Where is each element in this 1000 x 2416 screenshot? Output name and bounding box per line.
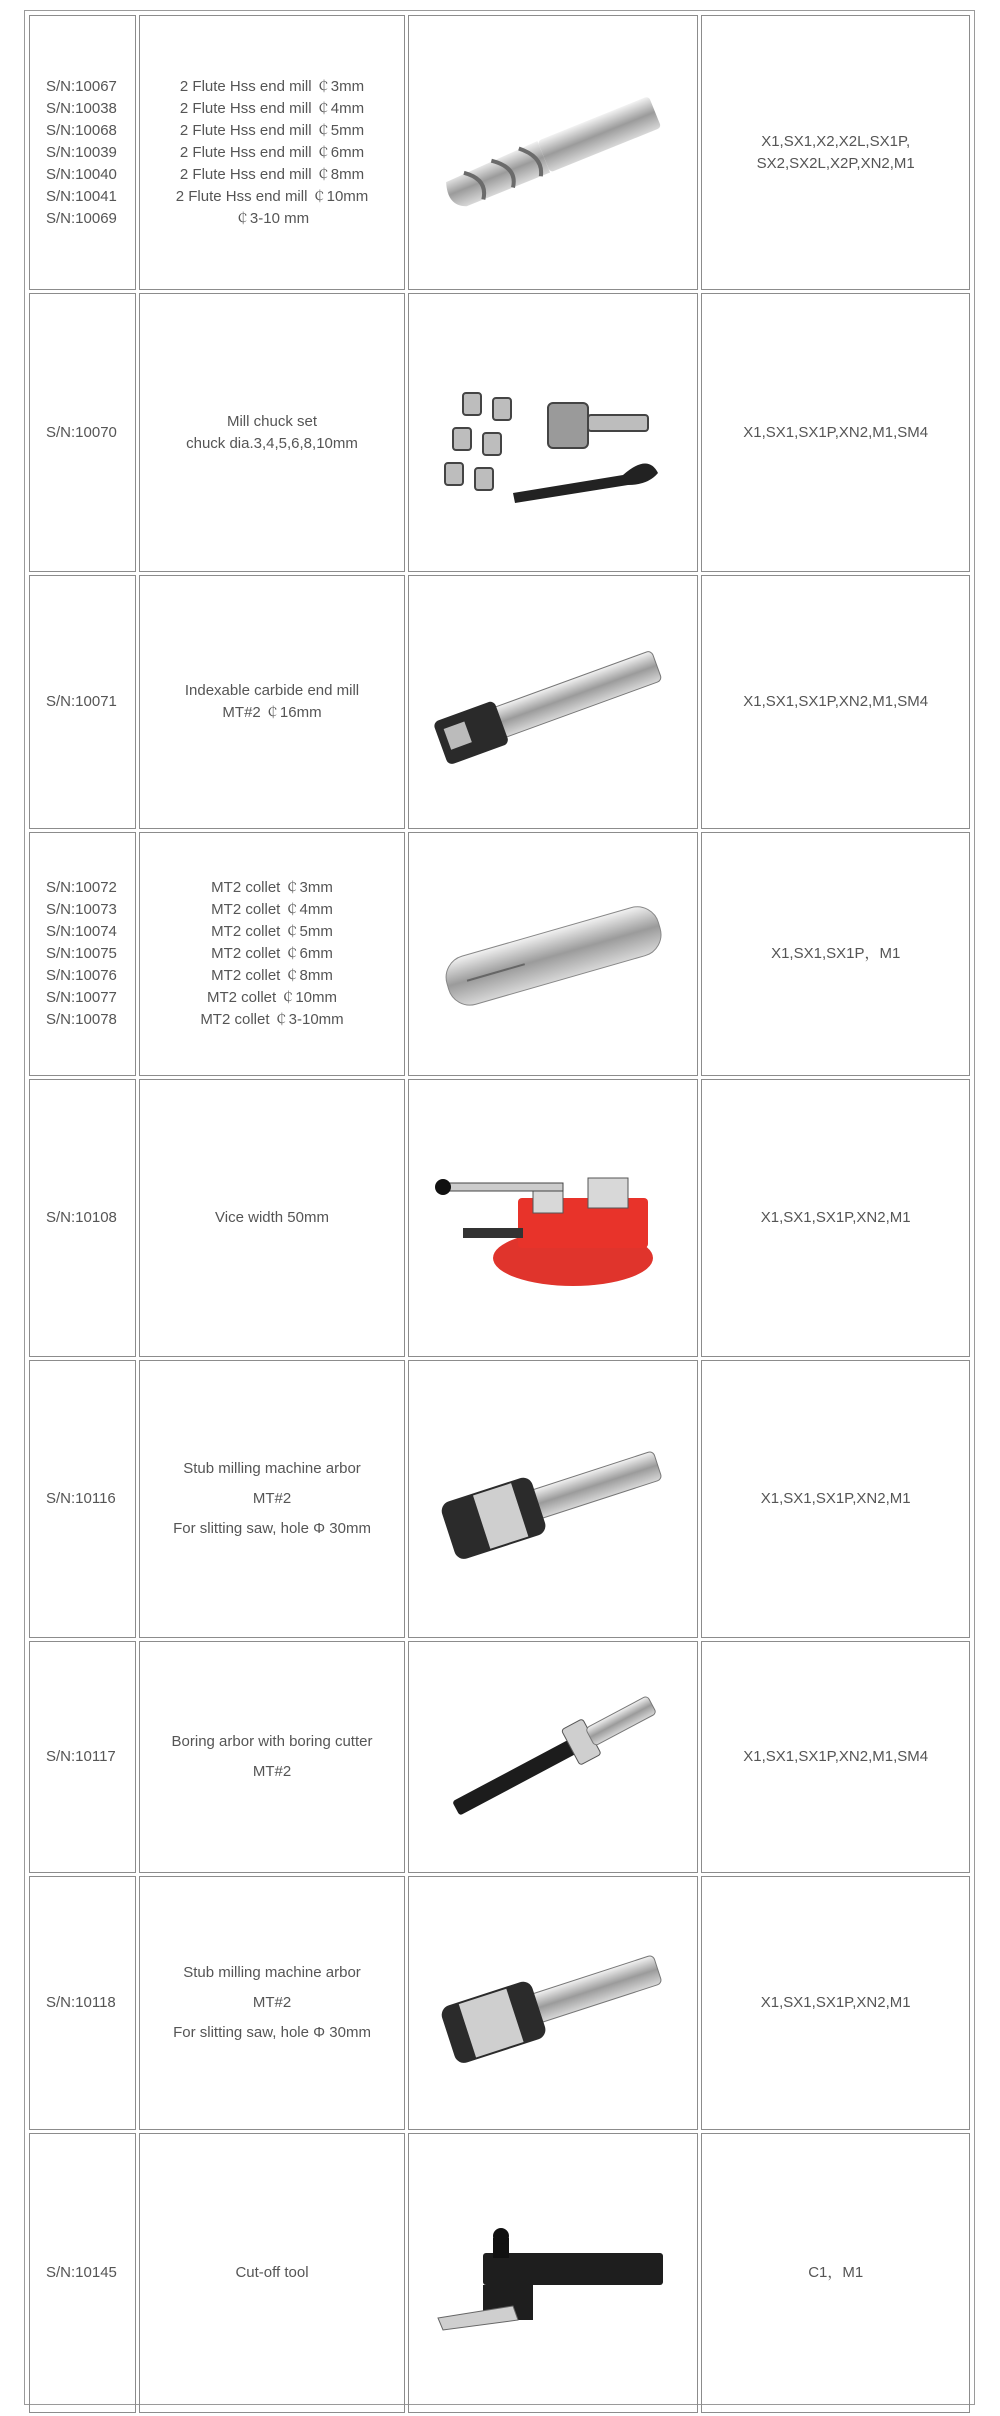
compatible-models: X1,SX1,SX1P，M1 (771, 945, 901, 962)
compatibility-cell (701, 1360, 970, 1638)
compatibility-cell (701, 1641, 970, 1873)
description-line: 2 Flute Hss end mill ￠10mm (175, 187, 369, 205)
description-cell (139, 1079, 405, 1357)
compatible-models: X1,SX1,SX1P,XN2,M1,SM4 (743, 693, 929, 710)
description-line: 2 Flute Hss end mill ￠4mm (179, 99, 365, 117)
description-line: For slitting saw, hole Φ 30mm (173, 1520, 371, 1537)
serial-number: S/N:10073 (46, 901, 117, 918)
compatibility-cell (701, 832, 970, 1076)
compatible-models: X1,SX1,X2,X2L,SX1P, (761, 132, 911, 150)
serial-cell (29, 1641, 136, 1873)
description-cell (139, 15, 405, 290)
compatibility-cell (701, 2133, 970, 2413)
serial-number: S/N:10040 (46, 165, 117, 183)
collet-icon (423, 889, 683, 1019)
table-row (29, 1360, 970, 1638)
description-line: MT2 collet ￠6mm (211, 945, 333, 962)
serial-number: S/N:10072 (46, 879, 117, 896)
description-line: 2 Flute Hss end mill ￠6mm (179, 143, 365, 161)
image-cell (408, 1360, 699, 1638)
serial-cell (29, 575, 136, 829)
compatible-models: X1,SX1,SX1P,XN2,M1,SM4 (743, 423, 929, 441)
table-row (29, 1876, 970, 2130)
description-line: MT2 collet ￠4mm (211, 901, 333, 918)
cut-off-tool-icon (423, 2198, 683, 2348)
description-line: Stub milling machine arbor (183, 1460, 361, 1477)
serial-number: S/N:10078 (46, 1011, 117, 1028)
serial-number: S/N:10077 (46, 989, 117, 1006)
description-cell (139, 1360, 405, 1638)
serial-cell (29, 1079, 136, 1357)
table-row (29, 575, 970, 829)
table-row (29, 2133, 970, 2413)
description-line: ￠3-10 mm (234, 209, 310, 227)
description-line: Boring arbor with boring cutter (171, 1733, 373, 1750)
description-line: MT2 collet ￠10mm (206, 989, 338, 1006)
carbide-end-mill-icon (423, 632, 683, 772)
description-line: Stub milling machine arbor (183, 1964, 361, 1981)
compatibility-cell (701, 293, 970, 572)
serial-number: S/N:10075 (46, 945, 117, 962)
accessories-table (26, 12, 973, 2416)
compatible-models: X1,SX1,SX1P,XN2,M1 (760, 1209, 911, 1226)
description-line: MT2 collet ￠3-10mm (200, 1011, 344, 1028)
description-line: For slitting saw, hole Φ 30mm (173, 2024, 371, 2041)
compatible-models: C1，M1 (808, 2264, 864, 2281)
compatibility-cell (701, 1876, 970, 2130)
description-line: chuck dia.3,4,5,6,8,10mm (186, 434, 358, 452)
table-row (29, 293, 970, 572)
compatible-models: X1,SX1,SX1P,XN2,M1 (760, 1994, 911, 2011)
serial-number: S/N:10069 (46, 209, 117, 227)
description-line: MT#2 (252, 1994, 292, 2011)
serial-number: S/N:10067 (46, 77, 117, 95)
serial-cell (29, 832, 136, 1076)
serial-number: S/N:10038 (46, 99, 117, 117)
description-line: 2 Flute Hss end mill ￠5mm (179, 121, 365, 139)
end-mill-icon (423, 78, 683, 228)
boring-arbor-icon (423, 1687, 683, 1827)
compatibility-cell (701, 575, 970, 829)
compatible-models: X1,SX1,SX1P,XN2,M1 (760, 1490, 911, 1507)
serial-number: S/N:10108 (46, 1209, 117, 1226)
serial-number: S/N:10145 (46, 2264, 117, 2281)
serial-cell (29, 1360, 136, 1638)
vice-icon (423, 1138, 683, 1298)
serial-number: S/N:10039 (46, 143, 117, 161)
serial-cell (29, 15, 136, 290)
description-line: Mill chuck set (226, 412, 318, 430)
table-row (29, 832, 970, 1076)
table-row (29, 1079, 970, 1357)
serial-number: S/N:10117 (46, 1748, 116, 1765)
serial-cell (29, 293, 136, 572)
image-cell (408, 293, 699, 572)
arbor-icon (423, 1933, 683, 2073)
description-line: 2 Flute Hss end mill ￠8mm (179, 165, 365, 183)
image-cell (408, 2133, 699, 2413)
description-line: MT#2 (252, 1763, 292, 1780)
image-cell (408, 1079, 699, 1357)
compatibility-cell (701, 1079, 970, 1357)
serial-number: S/N:10041 (46, 187, 117, 205)
description-line: MT2 collet ￠5mm (211, 923, 333, 940)
image-cell (408, 1641, 699, 1873)
serial-number: S/N:10116 (46, 1490, 116, 1507)
description-line: MT2 collet ￠8mm (211, 967, 333, 984)
description-cell (139, 293, 405, 572)
description-line: MT#2 (252, 1490, 292, 1507)
description-cell (139, 832, 405, 1076)
mill-chuck-set-icon (423, 353, 683, 513)
description-line: MT2 collet ￠3mm (211, 879, 333, 896)
image-cell (408, 15, 699, 290)
image-cell (408, 832, 699, 1076)
serial-number: S/N:10074 (46, 923, 117, 940)
serial-number: S/N:10070 (46, 423, 117, 441)
image-cell (408, 575, 699, 829)
serial-cell (29, 1876, 136, 2130)
serial-number: S/N:10068 (46, 121, 117, 139)
compatibility-cell (701, 15, 970, 290)
compatible-models: X1,SX1,SX1P,XN2,M1,SM4 (743, 1748, 929, 1765)
compatible-models: SX2,SX2L,X2P,XN2,M1 (756, 154, 915, 172)
image-cell (408, 1876, 699, 2130)
description-line: 2 Flute Hss end mill ￠3mm (179, 77, 365, 95)
serial-cell (29, 2133, 136, 2413)
description-cell (139, 1876, 405, 2130)
description-line: MT#2 ￠16mm (222, 704, 322, 721)
serial-number: S/N:10118 (46, 1994, 116, 2011)
description-cell (139, 1641, 405, 1873)
serial-number: S/N:10076 (46, 967, 117, 984)
serial-number: S/N:10071 (46, 693, 117, 710)
description-cell (139, 2133, 405, 2413)
arbor-icon (423, 1429, 683, 1569)
description-line: Indexable carbide end mill (184, 682, 360, 699)
table-row (29, 15, 970, 290)
description-cell (139, 575, 405, 829)
table-row (29, 1641, 970, 1873)
description-line: Vice width 50mm (215, 1209, 329, 1226)
description-line: Cut-off tool (235, 2264, 309, 2281)
